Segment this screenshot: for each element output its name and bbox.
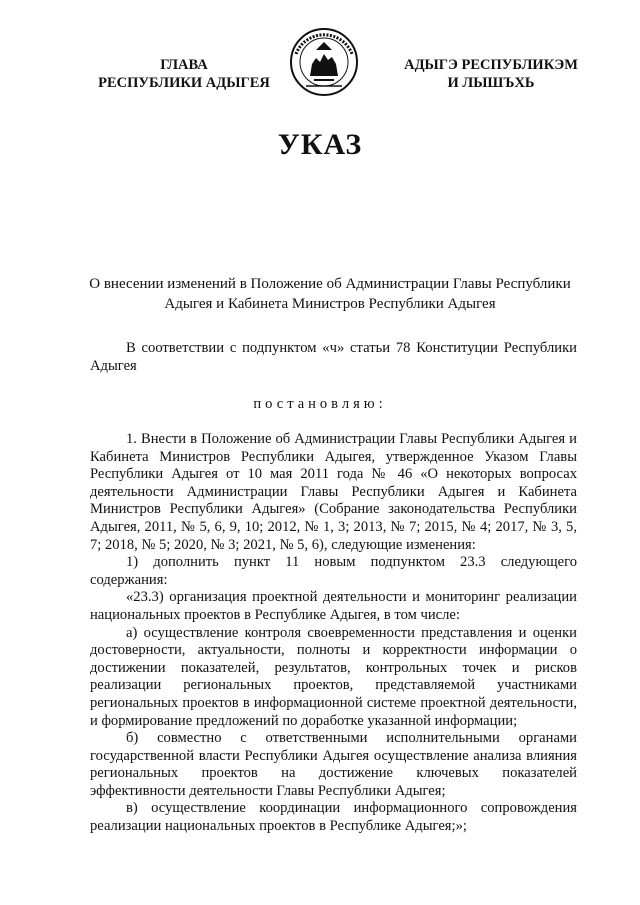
header-left-line2: РЕСПУБЛИКИ АДЫГЕЯ xyxy=(98,75,270,91)
header-right-line2: И ЛЫШЪХЬ xyxy=(447,75,535,91)
subject-line1: О внесении изменений в Положение об Администрации Главы Республики xyxy=(89,276,571,292)
paragraph-5: б) совместно с ответственными исполнительными органами государственной власти Республики Адыгея осуществление анализа влияния региональных проектов на достижение ключевых показателей эффективности деятельности Главы Республики Адыгея; xyxy=(90,730,577,799)
paragraph-1: 1. Внести в Положение об Администрации Главы Республики Адыгея и Кабинета Министров Республики Адыгея, утвержденное Указом Главы Республики Адыгея от 10 мая 2011 года № 46 «О некоторых вопросах деятельности Администрации Главы Республики Адыгея и Кабинета Министров Республики Адыгея» (Собрание законодательства Республики Адыгея, 2011, № 5, 6, 9, 10; 2012, № 1, 3; 2013, № 7; 2015, № 4; 2017, № 3, 5, 7; 2018, № 5; 2020, № 3; 2021, № 5, 6), следующие изменения: xyxy=(90,431,577,553)
paragraph-2: 1) дополнить пункт 11 новым подпунктом 23.3 следующего содержания: xyxy=(90,554,577,588)
document-body xyxy=(90,431,577,836)
paragraph-3: «23.3) организация проектной деятельности и мониторинг реализации национальных проектов в Республике Адыгея, в том числе: xyxy=(90,589,577,623)
intro-paragraph: В соответствии с подпунктом «ч» статьи 78 Конституции Республики Адыгея xyxy=(90,340,577,374)
header-left xyxy=(88,56,280,92)
intro-block xyxy=(90,340,577,375)
document-title: УКАЗ xyxy=(277,128,363,161)
paragraph-6: в) осуществление координации информационного сопровождения реализации национальных проектов в Республике Адыгея;»; xyxy=(90,800,577,835)
document-subject xyxy=(80,274,580,314)
subject-line2: Адыгея и Кабинета Министров Республики Адыгея xyxy=(164,296,496,312)
adygea-coat-of-arms-icon xyxy=(286,24,362,100)
header-right xyxy=(392,56,590,92)
header-right-line1: АДЫГЭ РЕСПУБЛИКЭМ xyxy=(404,57,578,73)
decree-word: постановляю: xyxy=(253,396,387,412)
paragraph-4: а) осуществление контроля своевременности представления и оценки достоверности, актуальности, полноты и корректности информации о достижении показателей, результатов, контрольных точек и рисков реализации региональных проектов, представляемой участниками региональных проектов в информационной системе проектной деятельности, и формирование предложений по доработке указанной информации; xyxy=(90,624,577,729)
header-left-line1: ГЛАВА xyxy=(160,57,208,73)
